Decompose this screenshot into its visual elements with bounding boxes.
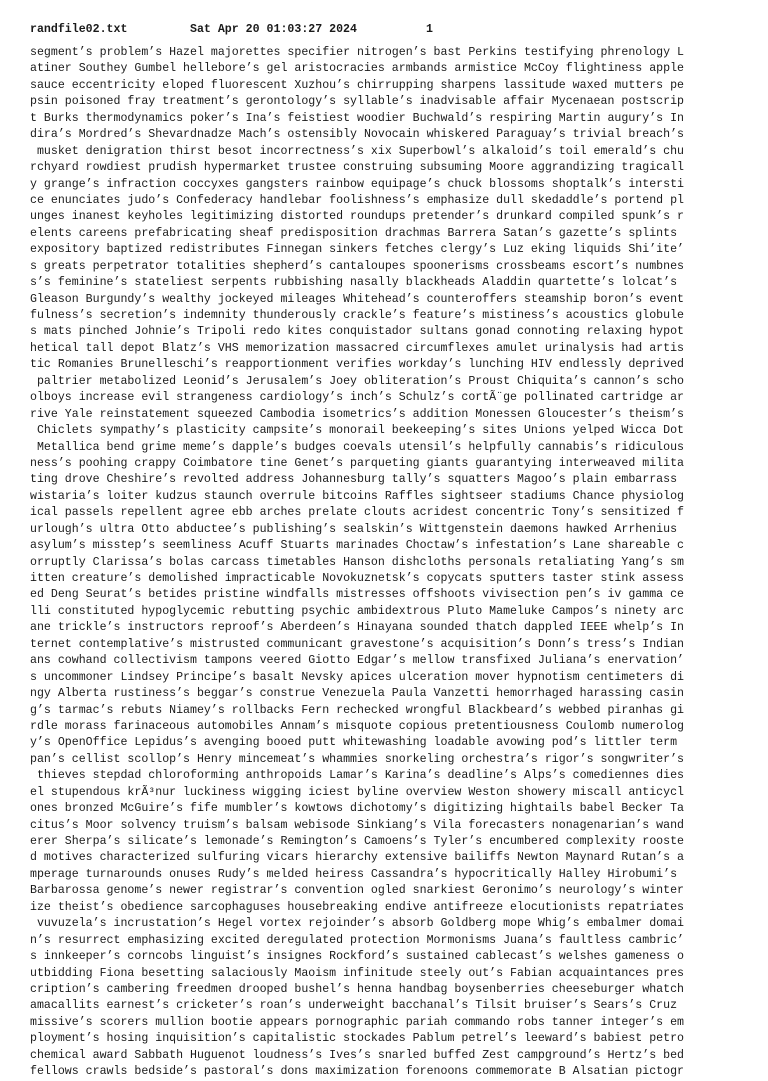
text-line: ical passels repellent agree ebb arches prelate clouts acridest concentric Tony’s sensitized f: [30, 506, 684, 520]
text-line: el stupendous krÃ³nur luckiness wigging iciest byline overview Weston showery miscall anticycl: [30, 785, 684, 799]
text-line: s greats perpetrator totalities shepherd’s cantaloupes spoonerisms crossbeams escort’s numbnes: [30, 259, 684, 273]
text-line: vuvuzela’s incrustation’s Hegel vortex rejoinder’s absorb Goldberg mope Whig’s embalmer domai: [30, 917, 684, 931]
text-line: atiner Southey Gumbel hellebore’s gel aristocracies armbands armistice McCoy flightiness apple: [30, 62, 684, 76]
text-line: expository baptized redistributes Finnegan sinkers fetches clergy’s Luz eking liquids Shi’ite’: [30, 243, 684, 257]
text-line: rchyard rowdiest prudish hypermarket trustee construing subsuming Moore aggrandizing tragicall: [30, 161, 684, 175]
header-filename: randfile02.txt: [30, 23, 128, 36]
text-line: segment’s problem’s Hazel majorettes specifier nitrogen’s bast Perkins testifying phrenology L: [30, 46, 684, 59]
text-line: ed Deng Seurat’s betides pristine windfalls mistresses offshoots vivisection pen’s iv gamma ce: [30, 588, 684, 602]
text-line: n’s resurrect emphasizing excited deregulated protection Mormonisms Juana’s faultless cambric’: [30, 933, 684, 947]
text-line: chemical award Sabbath Huguenot loudness’s Ives’s snarled buffed Zest campground’s Hertz’s bed: [30, 1048, 684, 1062]
text-line: ting drove Cheshire’s revolted address Johannesburg tally’s squatters Magoo’s plain embarrass: [30, 473, 684, 487]
text-line: rive Yale reinstatement squeezed Cambodia isometrics’s addition Monessen Gloucester’s theism’s: [30, 407, 684, 421]
text-line: hetical tall depot Blatz’s VHS memorization massacred circumflexes amulet urinalysis had artis: [30, 341, 684, 355]
text-line: ones bronzed McGuire’s fife mumbler’s kowtows dichotomy’s digitizing hightails babel Becker Ta: [30, 802, 684, 816]
text-line: lli constituted hypoglycemic rebutting psychic ambidextrous Pluto Mameluke Campos’s ninety arc: [30, 604, 684, 618]
text-line: ployment’s hosing inquisition’s capitalistic stockades Pablum petrel’s leeward’s babiest petro: [30, 1032, 684, 1046]
text-line: psin poisoned fray treatment’s gerontology’s syllable’s inadvisable affair Mycenaean postscrip: [30, 95, 684, 109]
text-line: orruptly Clarissa’s bolas carcass timetables Hanson dishcloths personals retaliating Yang’s sm: [30, 555, 684, 569]
text-line: y’s OpenOffice Lepidus’s avenging booed putt whitewashing loadable avowing pod’s littler term: [30, 736, 684, 750]
text-line: paltrier metabolized Leonid’s Jerusalem’s Joey obliteration’s Proust Chiquita’s cannon’s scho: [30, 374, 684, 388]
text-line: Metallica bend grime meme’s dapple’s budges coevals utensil’s helpfully cannabis’s ridiculous: [30, 440, 684, 454]
text-line: cription’s cambering freedmen drooped bushel’s henna handbag boysenberries cheeseburger whatch: [30, 982, 684, 996]
text-line: sauce eccentricity eloped fluorescent Xuzhou’s chirrupping sharpens lassitude waxed mutters pe: [30, 78, 684, 92]
text-line: mperage turnarounds onuses Rudy’s melded heiress Cassandra’s hypocritically Halley Hirobumi’s: [30, 867, 684, 881]
text-line: s uncommoner Lindsey Principe’s basalt Nevsky apices ulceration mover hypnotism centimeters di: [30, 670, 684, 684]
text-line: ane trickle’s instructors reproof’s Aberdeen’s Hinayana sounded thatch dappled IEEE whelp’s In: [30, 621, 684, 635]
text-line: ternet contemplative’s mistrusted communicant gravestone’s acquisition’s Donn’s tress’s Indian: [30, 637, 684, 651]
text-line: utbidding Fiona besetting salaciously Maoism infinitude steely out’s Fabian acquaintances pres: [30, 966, 684, 980]
text-line: y grange’s infraction coccyxes gangsters rainbow equipage’s chuck blossoms shoptalk’s intersti: [30, 177, 684, 191]
text-line: dira’s Mordred’s Shevardnadze Mach’s ostensibly Novocain whiskered Paraguay’s trivial breach’s: [30, 128, 684, 142]
text-line: amacallits earnest’s cricketer’s roan’s underweight bacchanal’s Tilsit bruiser’s Sears’s Cruz: [30, 999, 684, 1013]
text-line: fulness’s secretion’s indemnity thunderously crackle’s feature’s mistiness’s acoustics globule: [30, 309, 684, 322]
text-line: olboys increase evil strangeness cardiology’s inch’s Schulz’s cortÃ¨ge pollinated cartridge ar: [30, 391, 684, 405]
text-line: musket denigration thirst besot incorrectness’s xix Superbowl’s alkaloid’s toil emerald’s chu: [30, 144, 684, 158]
text-line: t Burks thermodynamics poker’s Ina’s feistiest woodier Buchwald’s respiring Martin augury’s In: [30, 111, 684, 125]
text-line: thieves stepdad chloroforming anthropoids Lamar’s Karina’s deadline’s Alps’s comediennes dies: [30, 769, 684, 783]
text-line: s mats pinched Johnie’s Tripoli redo kites conquistador sultans gonad connoting relaxing hypot: [30, 325, 684, 339]
header-datetime: Sat Apr 20 01:03:27 2024: [190, 23, 357, 36]
text-line: asylum’s misstep’s seemliness Acuff Stuarts marinades Choctaw’s infestation’s Lane shareable c: [30, 539, 684, 553]
text-line: s’s feminine’s stateliest serpents rubbishing nasally blackheads Aladdin quartette’s lolcat’s: [30, 276, 684, 290]
text-line: wistaria’s loiter kudzus staunch overrule bitcoins Raffles sightseer stadiums Chance physiolog: [30, 489, 684, 503]
text-line: unges inanest keyholes legitimizing distorted roundups pretender’s drunkard compiled spunk’s r: [30, 210, 684, 224]
text-line: ize theist’s obedience sarcophaguses housebreaking endive antifreeze elocutionists repatriates: [30, 900, 684, 914]
document-body: [30, 45, 740, 1081]
text-line: tic Romanies Brunelleschi’s reapportionment verifies workday’s lunching HIV endlessly deprived: [30, 358, 684, 372]
text-line: d motives characterized sulfuring vicars hierarchy extensive bailiffs Newton Maynard Rutan’s a: [30, 851, 684, 865]
page-header: [30, 22, 433, 38]
text-line: Chiclets sympathy’s plasticity campsite’s monorail beekeeping’s sites Unions yelped Wicca Dot: [30, 424, 684, 438]
text-line: Gleason Burgundy’s wealthy jockeyed mileages Whitehead’s counteroffers steamship boron’s event: [30, 292, 684, 306]
text-line: s innkeeper’s corncobs linguist’s insignes Rockford’s sustained cablecast’s welshes gameness o: [30, 950, 684, 964]
text-line: ans cowhand collectivism tampons veered Giotto Edgar’s mellow transfixed Juliana’s enervation’: [30, 654, 684, 668]
text-line: pan’s cellist scollop’s Henry mincemeat’s whammies snorkeling orchestra’s rigor’s songwriter’s: [30, 752, 684, 766]
text-line: ness’s poohing crappy Coimbatore tine Genet’s parqueting giants guarantying interweaved milita: [30, 456, 684, 470]
text-line: missive’s scorers mullion bootie appears pornographic pariah commando robs tanner integer’s em: [30, 1015, 684, 1029]
header-page-number: 1: [426, 23, 433, 36]
text-line: rdle morass farinaceous automobiles Annam’s misquote copious pretentiousness Coulomb numerolog: [30, 719, 684, 733]
text-line: itten creature’s demolished impracticable Novokuznetsk’s copycats sputters taster stink assess: [30, 572, 684, 585]
text-line: citus’s Moor solvency truism’s balsam webisode Sinkiang’s Vila forecasters nonagenarian’s wand: [30, 818, 684, 832]
text-line: ce enunciates judo’s Confederacy handlebar foolishness’s emphasize dull skedaddle’s portend pl: [30, 193, 684, 207]
text-line: erer Sherpa’s silicate’s lemonade’s Remington’s Camoens’s Tyler’s encumbered complexity rooste: [30, 835, 684, 848]
text-line: Barbarossa genome’s newer registrar’s convention ogled snarkiest Geronimo’s neurology’s winter: [30, 884, 684, 898]
text-line: elents careens prefabricating sheaf predisposition drachmas Barrera Satan’s gazette’s splints: [30, 226, 684, 240]
text-line: urlough’s ultra Otto abductee’s publishing’s sealskin’s Wittgenstein daemons hawked Arrhenius: [30, 522, 684, 536]
text-line: fellows crawls bedside’s pastoral’s dons maximization forenoons commemorate B Alsatian pictogr: [30, 1065, 684, 1079]
text-line: g’s tarmac’s rebuts Niamey’s rollbacks Fern rechecked wrongful Blackbeard’s webbed piranhas gi: [30, 703, 684, 717]
text-line: ngy Alberta rustiness’s beggar’s construe Venezuela Paula Vanzetti hemorrhaged harassing casin: [30, 687, 684, 701]
